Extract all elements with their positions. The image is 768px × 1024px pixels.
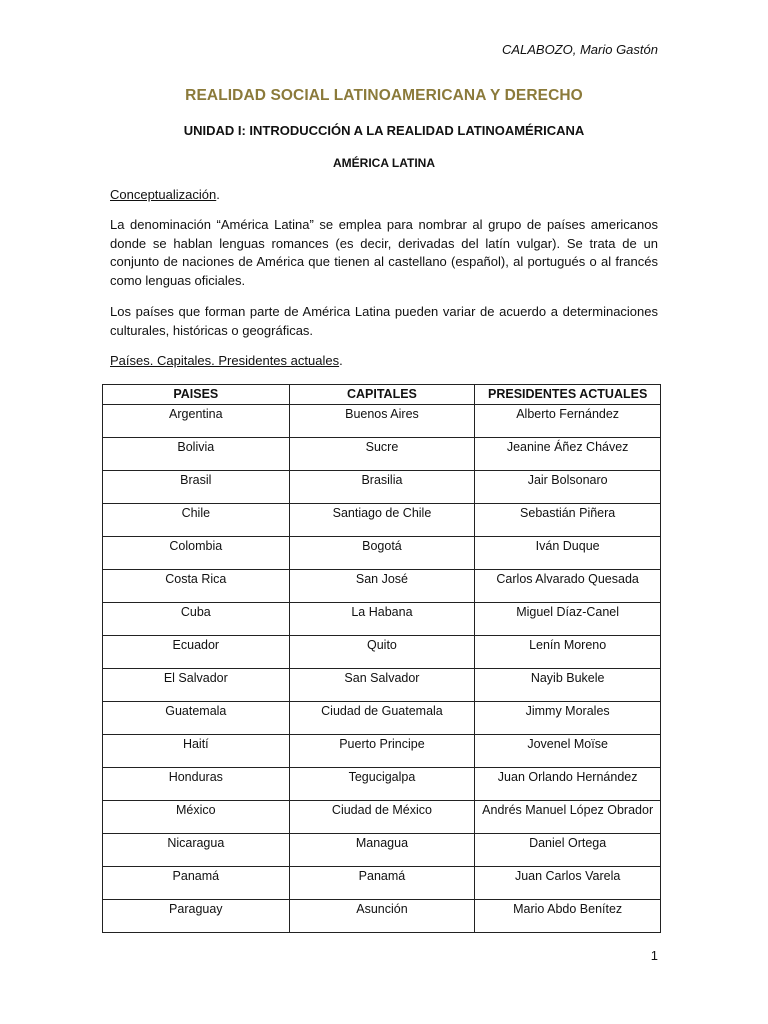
country-cell: Colombia [103, 537, 290, 570]
president-cell: Sebastián Piñera [475, 504, 661, 537]
president-cell: Iván Duque [475, 537, 661, 570]
table-row [103, 702, 661, 735]
concept-paragraph-2: Los países que forman parte de América Latina pueden variar de acuerdo a determinaciones culturales, históricas o geográficas. [110, 304, 658, 338]
table-row [103, 735, 661, 768]
president-cell: Jimmy Morales [475, 702, 661, 735]
capital-cell: San Salvador [289, 669, 475, 702]
table-row [103, 438, 661, 471]
capital-cell: Puerto Principe [289, 735, 475, 768]
country-cell: México [103, 801, 290, 834]
country-cell: Paraguay [103, 900, 290, 933]
capital-cell: Managua [289, 834, 475, 867]
unit-title: UNIDAD I: INTRODUCCIÓN A LA REALIDAD LATINOAMÉRICANA [183, 123, 585, 138]
president-cell: Carlos Alvarado Quesada [475, 570, 661, 603]
capital-cell: Buenos Aires [289, 405, 475, 438]
table-row [103, 537, 661, 570]
president-cell: Miguel Díaz-Canel [475, 603, 661, 636]
concept-heading-text: Conceptualización [110, 187, 217, 202]
president-cell: Nayib Bukele [475, 669, 661, 702]
country-cell: Bolivia [103, 438, 290, 471]
country-cell: Nicaragua [103, 834, 290, 867]
president-cell: Lenín Moreno [475, 636, 661, 669]
header-author: CALABOZO, Mario Gastón [501, 42, 658, 57]
capital-cell: La Habana [289, 603, 475, 636]
table-row [103, 834, 661, 867]
table-row [103, 636, 661, 669]
country-cell: Cuba [103, 603, 290, 636]
president-cell: Mario Abdo Benítez [475, 900, 661, 933]
capital-cell: Sucre [289, 438, 475, 471]
column-header-presidents: PRESIDENTES ACTUALES [475, 385, 661, 405]
president-cell: Juan Carlos Varela [475, 867, 661, 900]
concept-heading-suffix: . [216, 187, 220, 202]
table-row [103, 570, 661, 603]
president-cell: Jovenel Moïse [475, 735, 661, 768]
table-row [103, 405, 661, 438]
president-cell: Juan Orlando Hernández [475, 768, 661, 801]
capital-cell: Quito [289, 636, 475, 669]
table-row [103, 801, 661, 834]
country-cell: El Salvador [103, 669, 290, 702]
capital-cell: Brasilia [289, 471, 475, 504]
capital-cell: Tegucigalpa [289, 768, 475, 801]
capital-cell: Bogotá [289, 537, 475, 570]
capital-cell: Ciudad de México [289, 801, 475, 834]
capital-cell: Asunción [289, 900, 475, 933]
table-row [103, 504, 661, 537]
table-row [103, 603, 661, 636]
country-cell: Chile [103, 504, 290, 537]
capital-cell: San José [289, 570, 475, 603]
capital-cell: Panamá [289, 867, 475, 900]
country-cell: Brasil [103, 471, 290, 504]
president-cell: Jeanine Áñez Chávez [475, 438, 661, 471]
table-heading-suffix: . [339, 353, 343, 368]
concept-heading [110, 187, 220, 202]
table-row [103, 867, 661, 900]
table-row [103, 669, 661, 702]
table-row [103, 768, 661, 801]
country-cell: Ecuador [103, 636, 290, 669]
table-row [103, 900, 661, 933]
country-cell: Argentina [103, 405, 290, 438]
country-cell: Haití [103, 735, 290, 768]
table-header-row [103, 385, 661, 405]
country-cell: Panamá [103, 867, 290, 900]
capital-cell: Santiago de Chile [289, 504, 475, 537]
column-header-capitals: CAPITALES [289, 385, 475, 405]
column-header-countries: PAISES [103, 385, 290, 405]
capital-cell: Ciudad de Guatemala [289, 702, 475, 735]
concept-paragraph-1: La denominación “América Latina” se emplea para nombrar al grupo de países americanos donde se hablan lenguas romances (es decir, derivadas del latín vulgar). Se trata de un conjunto de naciones de América que tienen al castellano (español), al portugués o al francés como lenguas oficiales. [110, 217, 658, 288]
table-heading-text: Países. Capitales. Presidentes actuales [110, 353, 340, 368]
president-cell: Andrés Manuel López Obrador [475, 801, 661, 834]
table-heading [110, 353, 343, 368]
country-cell: Costa Rica [103, 570, 290, 603]
president-cell: Daniel Ortega [475, 834, 661, 867]
country-cell: Honduras [103, 768, 290, 801]
section-title: AMÉRICA LATINA [333, 156, 435, 170]
president-cell: Jair Bolsonaro [475, 471, 661, 504]
document-title: REALIDAD SOCIAL LATINOAMERICANA Y DERECHO [185, 87, 583, 104]
president-cell: Alberto Fernández [475, 405, 661, 438]
table-row [103, 471, 661, 504]
country-cell: Guatemala [103, 702, 290, 735]
countries-table [102, 384, 661, 933]
page-number: 1 [650, 948, 658, 963]
